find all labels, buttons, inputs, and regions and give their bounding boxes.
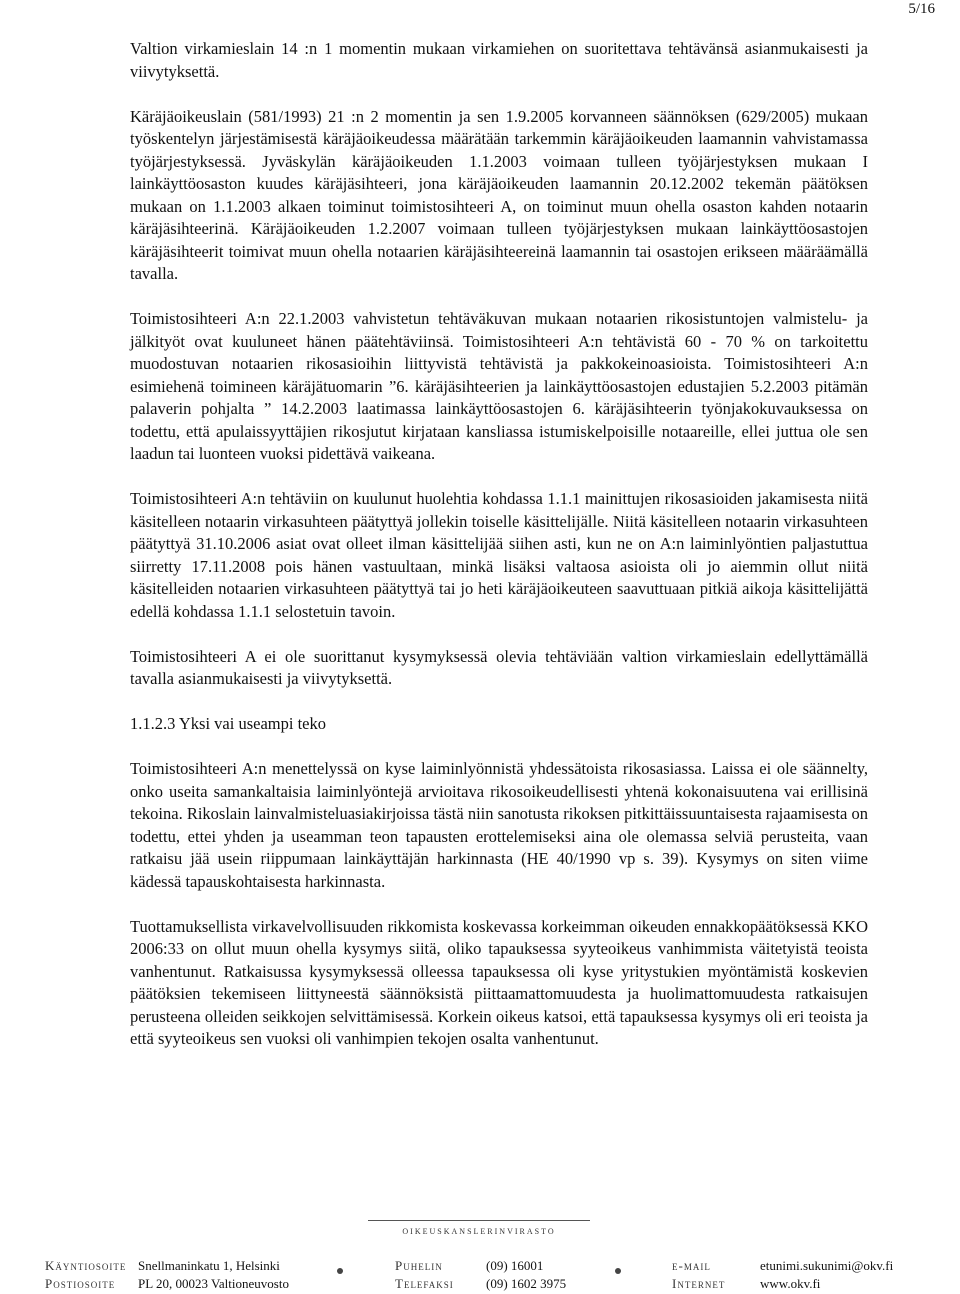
paragraph: Toimistosihteeri A:n menettelyssä on kyse laiminlyönnistä yhdessätoista rikosasiassa. Laissa ei ole säännelty, onko useita samankaltaisia laiminlyöntejä arvioitava rikosoikeudellisesti yhtenä kokonaisuutena vai erillisinä tekoina. Rikoslain lainvalmisteluasiakirjoissa tästä niin sanotusta rikoksen pitkittäissuuntaisesta rajaamisesta on todettu, ettei yhden ja useamman teon tapausten erottelemiseksi aina ole olemassa selviä perusteita, vaan ratkaisu jää usein riippumaan lainkäyttäjän harkinnasta (HE 40/1990 vp s. 39). Kysymys on siten viime kädessä tapauskohtaisesta harkinnasta. <box>130 759 868 891</box>
footer-row-1 <box>0 1258 960 1276</box>
footer-org-name: oikeuskanslerinvirasto <box>402 1225 556 1237</box>
paragraph: Toimistosihteeri A ei ole suorittanut kysymyksessä olevia tehtäviään valtion virkamieslain edellyttämällä tavalla asianmukaisesti ja viivytyksettä. <box>130 646 868 688</box>
phone-label: Puhelin <box>395 1258 443 1273</box>
post-address-value: PL 20, 00023 Valtioneuvosto <box>138 1276 289 1291</box>
paragraph: Toimistosihteeri A:n tehtäviin on kuulunut huolehtia kohdassa 1.1.1 mainittujen rikosasioiden jakamisesta niitä käsitelleen notaarin virkasuhteen päätyttyä jollekin toiselle käsittelijälle. Niitä käsitelleen notaarin virkasuhteen päätyttyä 31.10.2006 asiat ovat olleet ilman käsittelijää siihen asti, kun ne on A:n laiminlyöntien paljastuttua siirretty 17.11.2008 pois hänen vastuultaan, minkä lisäksi valtaosa asioista oli jo aiemmin ollut niitä käsitelleiden notaarien virkasuhteen päätyttyä tai jo heti käräjäoikeuteen saavuttuaan pitkiä aikoja käsittelijättä edellä kohdassa 1.1.1 selostetuin tavoin. <box>130 489 868 621</box>
fax-value: (09) 1602 3975 <box>486 1276 567 1291</box>
document-body <box>130 38 868 1073</box>
post-address-label: Postiosoite <box>45 1276 116 1291</box>
section-heading: 1.1.2.3 Yksi vai useampi teko <box>130 714 326 733</box>
page-number: 5/16 <box>908 1 935 17</box>
internet-label: Internet <box>672 1276 726 1291</box>
footer-row-2 <box>0 1276 960 1294</box>
footer-divider <box>368 1220 590 1221</box>
internet-value[interactable]: www.okv.fi <box>760 1276 821 1291</box>
email-label: e-mail <box>672 1258 711 1273</box>
separator-dot-icon <box>615 1268 621 1274</box>
email-value[interactable]: etunimi.sukunimi@okv.fi <box>760 1258 894 1273</box>
visit-address-label: Käyntiosoite <box>45 1258 127 1273</box>
separator-dot-icon <box>337 1268 343 1274</box>
paragraph: Käräjäoikeuslain (581/1993) 21 :n 2 momentin ja sen 1.9.2005 korvanneen säännöksen (629/2005) mukaan työskentelyn järjestämisestä käräjäoikeudessa määrätään tarkemmin käräjäoikeuden laamannin vahvistamassa työjärjestyksessä. Jyväskylän käräjäoikeuden 1.1.2003 voimaan tulleen työjärjestyksen mukaan I lainkäyttöosaston kuudes käräjäsihteeri, jona käräjäoikeuden laamannin 20.12.2002 tekemän päätöksen mukaan on 1.1.2003 alkaen toiminut toimistosihteeri A, on toiminut muun ohella osaston kahden notaarin käräjäsihteerinä. Käräjäoikeuden 1.2.2007 voimaan tulleen työjärjestyksen mukaan lainkäyttöosastojen käräjäsihteerit toimivat muun ohella notaarien käräjäsihteereinä laamannin tai osastojen erikseen määräämällä tavalla. <box>130 106 868 283</box>
paragraph: Toimistosihteeri A:n 22.1.2003 vahvistetun tehtäväkuvan mukaan notaarien rikosistuntojen valmistelu- ja jälkityöt ovat kuuluneet hänen päätehtäviinsä. Toimistosihteeri A:n tehtävistä 60 - 70 % on tarkoitettu muodostuvan notaarien rikosasioihin liittyvistä tehtävistä ja pakkokeinoasioista. Toimistosihteeri A:n esimiehenä toimineen käräjätuomarin ”6. käräjäsihteerien ja lainkäyttöosastojen edustajien 5.2.2003 pitämän palaverin pohjalta ” 14.2.2003 laatimassa lainkäyttöosastojen 6. käräjäsihteerin työnjakokuvauksessa on todettu, että apulaissyyttäjien rikosjutut kirjataan kansliassa istumiskelpoisille notaareille, ellei juttua ole sen laadun tai luonteen vuoksi pidettävä vaikeana. <box>130 309 868 463</box>
fax-label: Telefaksi <box>395 1276 454 1291</box>
phone-value: (09) 16001 <box>486 1258 544 1273</box>
visit-address-value: Snellmaninkatu 1, Helsinki <box>138 1258 280 1273</box>
paragraph: Valtion virkamieslain 14 :n 1 momentin mukaan virkamiehen on suoritettava tehtävänsä asianmukaisesti ja viivytyksettä. <box>130 39 868 81</box>
paragraph: Tuottamuksellista virkavelvollisuuden rikkomista koskevassa korkeimman oikeuden ennakkopäätöksessä KKO 2006:33 on ollut muun ohella kysymys siitä, oliko tapauksessa syyteoikeus vanhimmista väitetyistä teoista vanhentunut. Ratkaisussa kysymyksessä olleessa tapauksessa oli kyse yritystukien myöntämistä koskevien päätöksien tekemiseen liittyneestä säännöksistä piittaamattomuudesta ja huolimattomuudesta ratkaisujen perusteena olleiden seikkojen selvittämisessä. Korkein oikeus katsoi, että tapauksessa kysymys oli eri teoista ja että syyteoikeus sen vuoksi oli vanhimpien tekojen osalta vanhentunut. <box>130 916 868 1048</box>
